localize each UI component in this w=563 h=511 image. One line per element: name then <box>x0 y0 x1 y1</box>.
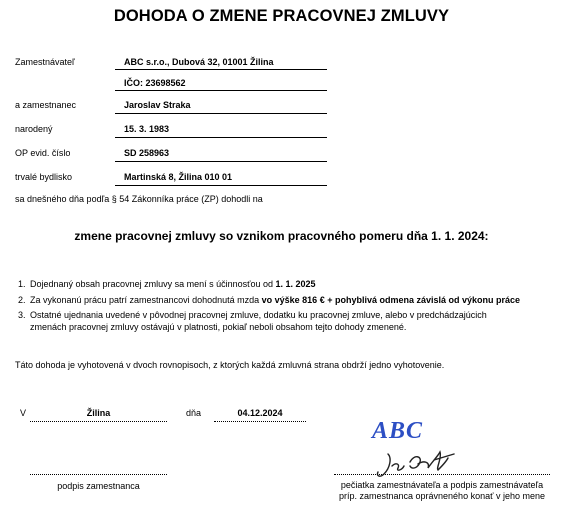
address-label: trvalé bydlisko <box>15 172 73 182</box>
employer-name: ABC s.r.o., Dubová 32, 01001 Žilina <box>124 57 274 67</box>
abc-logo: ABC <box>372 418 424 444</box>
item-bold: 1. 1. 2025 <box>275 279 316 289</box>
item-text: Za vykonanú prácu patrí zamestnancovi dohodnutá mzda <box>30 295 262 305</box>
employee-name-underline <box>115 113 327 114</box>
employer-name-underline <box>115 69 327 70</box>
date-label: dňa <box>186 408 202 418</box>
employer-ico: IČO: 23698562 <box>124 78 186 88</box>
employee-sign-dotted-line <box>30 474 167 475</box>
agreement-intro: sa dnešného dňa podľa § 54 Zákonníka práce (ZP) dohodli na <box>15 194 263 204</box>
item-bold: vo výške 816 € + pohyblivá odmena závislá od výkonu práce <box>261 295 521 305</box>
place-label: V <box>20 408 27 418</box>
born-value: 15. 3. 1983 <box>124 124 170 134</box>
document-title: DOHODA O ZMENE PRACOVNEJ ZMLUVY <box>113 7 450 25</box>
id-value: SD 258963 <box>124 148 170 158</box>
place-value: Žilina <box>86 408 111 418</box>
born-label: narodený <box>15 124 53 134</box>
employer-sign-dotted-line <box>334 474 550 475</box>
employee-sign-label: podpis zamestnanca <box>57 481 140 491</box>
item-text: Dojednaný obsah pracovnej zmluvy sa mení s účinnosťou od <box>30 279 276 289</box>
list-item <box>18 309 487 333</box>
employer-label: Zamestnávateľ <box>15 57 75 67</box>
employee-name: Jaroslav Straka <box>124 100 191 110</box>
id-underline <box>115 161 327 162</box>
item-number: 2. <box>18 295 26 305</box>
copies-note: Táto dohoda je vyhotovená v dvoch rovnopisoch, z ktorých každá zmluvná strana obdrží jedno vyhotovenie. <box>15 360 445 370</box>
address-underline <box>115 185 327 186</box>
handwritten-signature-icon <box>370 448 470 484</box>
employee-label: a zamestnanec <box>15 100 77 110</box>
place-dotted-line <box>30 421 167 422</box>
item-number: 1. <box>18 279 26 289</box>
employer-sign-label-1: pečiatka zamestnávateľa a podpis zamestnávateľa <box>340 480 544 490</box>
item-number: 3. <box>18 310 26 320</box>
date-dotted-line <box>214 421 306 422</box>
list-item <box>18 294 520 306</box>
id-label: OP evid. číslo <box>15 148 71 158</box>
address-value: Martinská 8, Žilina 010 01 <box>124 172 233 182</box>
date-value: 04.12.2024 <box>237 408 283 418</box>
list-item <box>18 278 316 290</box>
employer-sign-label-2: príp. zamestnanca oprávneného konať v jeho mene <box>338 491 545 501</box>
employer-ico-underline <box>115 90 327 91</box>
agreement-subtitle: zmene pracovnej zmluvy so vznikom pracovného pomeru dňa 1. 1. 2024: <box>74 229 489 243</box>
born-underline <box>115 137 327 138</box>
item-text-continued: zmenách pracovnej zmluvy ostávajú v platnosti, pokiaľ neboli obsahom tejto dohody zmenené. <box>30 322 407 332</box>
item-text: Ostatné ujednania uvedené v pôvodnej pracovnej zmluve, dodatku ku pracovnej zmluve, alebo v predchádzajúcich <box>30 310 487 320</box>
